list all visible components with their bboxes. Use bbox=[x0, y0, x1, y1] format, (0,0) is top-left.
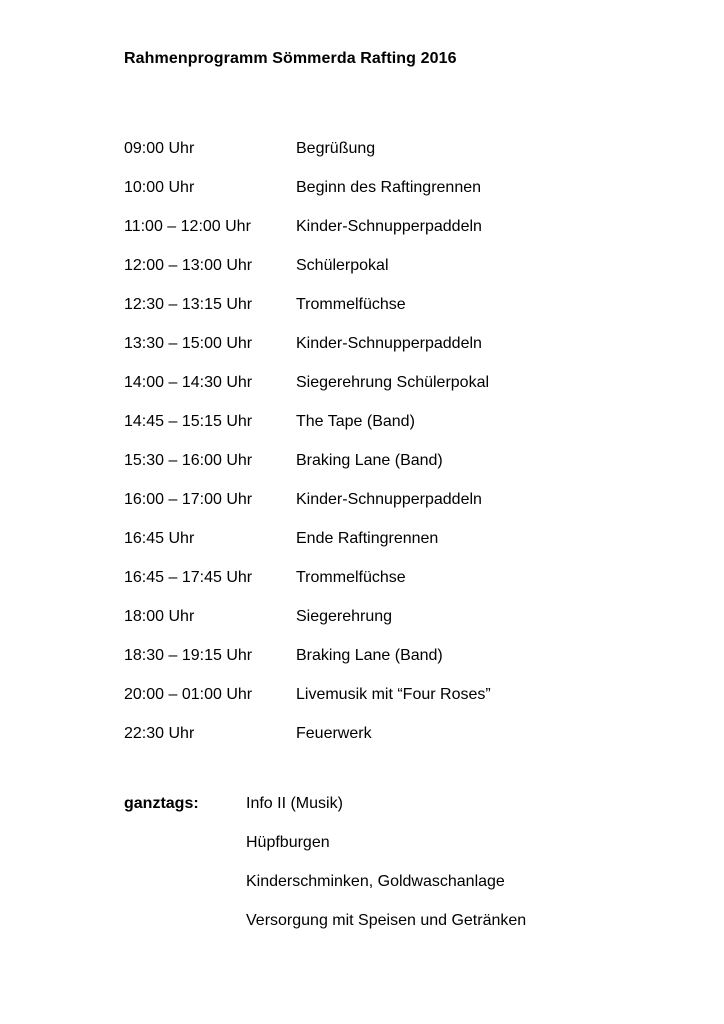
schedule-time: 15:30 – 16:00 Uhr bbox=[124, 451, 253, 469]
schedule-row bbox=[124, 285, 684, 324]
schedule-event: Siegerehrung bbox=[296, 607, 393, 625]
schedule-row bbox=[124, 558, 684, 597]
schedule-event: Ende Raftingrennen bbox=[296, 529, 439, 547]
schedule-row bbox=[124, 675, 684, 714]
schedule-event: Siegerehrung Schülerpokal bbox=[296, 373, 490, 391]
schedule-row bbox=[124, 519, 684, 558]
schedule-row bbox=[124, 480, 684, 519]
schedule-event: Livemusik mit “Four Roses” bbox=[296, 685, 491, 703]
schedule-time: 14:45 – 15:15 Uhr bbox=[124, 412, 253, 430]
schedule-list bbox=[124, 129, 684, 753]
schedule-time: 18:00 Uhr bbox=[124, 607, 195, 625]
schedule-time: 12:30 – 13:15 Uhr bbox=[124, 295, 253, 313]
schedule-event: Kinder-Schnupperpaddeln bbox=[296, 217, 482, 235]
allday-item: Hüpfburgen bbox=[246, 834, 330, 851]
schedule-row bbox=[124, 207, 684, 246]
schedule-time: 20:00 – 01:00 Uhr bbox=[124, 685, 253, 703]
schedule-time: 11:00 – 12:00 Uhr bbox=[124, 217, 251, 235]
schedule-event: Trommelfüchse bbox=[296, 568, 406, 586]
schedule-time: 18:30 – 19:15 Uhr bbox=[124, 646, 253, 664]
schedule-time: 12:00 – 13:00 Uhr bbox=[124, 256, 253, 274]
allday-label: ganztags: bbox=[124, 795, 199, 812]
allday-list bbox=[246, 784, 686, 940]
schedule-row bbox=[124, 129, 684, 168]
schedule-event: The Tape (Band) bbox=[296, 412, 415, 430]
schedule-event: Beginn des Raftingrennen bbox=[296, 178, 482, 196]
schedule-row bbox=[124, 324, 684, 363]
schedule-event: Kinder-Schnupperpaddeln bbox=[296, 490, 482, 508]
schedule-time: 22:30 Uhr bbox=[124, 724, 195, 742]
allday-item: Kinderschminken, Goldwaschanlage bbox=[246, 873, 505, 890]
schedule-time: 16:00 – 17:00 Uhr bbox=[124, 490, 253, 508]
schedule-row bbox=[124, 441, 684, 480]
schedule-row bbox=[124, 597, 684, 636]
schedule-event: Feuerwerk bbox=[296, 724, 372, 742]
schedule-row bbox=[124, 636, 684, 675]
schedule-time: 09:00 Uhr bbox=[124, 139, 195, 157]
allday-item: Versorgung mit Speisen und Getränken bbox=[246, 912, 527, 929]
schedule-time: 16:45 Uhr bbox=[124, 529, 195, 547]
schedule-time: 10:00 Uhr bbox=[124, 178, 195, 196]
schedule-event: Braking Lane (Band) bbox=[296, 451, 443, 469]
schedule-event: Kinder-Schnupperpaddeln bbox=[296, 334, 482, 352]
schedule-row bbox=[124, 168, 684, 207]
schedule-time: 14:00 – 14:30 Uhr bbox=[124, 373, 253, 391]
schedule-event: Begrüßung bbox=[296, 139, 376, 157]
schedule-row bbox=[124, 363, 684, 402]
document-title: Rahmenprogramm Sömmerda Rafting 2016 bbox=[124, 50, 457, 67]
schedule-event: Trommelfüchse bbox=[296, 295, 406, 313]
allday-item: Info II (Musik) bbox=[246, 795, 343, 812]
schedule-row bbox=[124, 714, 684, 753]
schedule-event: Schülerpokal bbox=[296, 256, 389, 274]
schedule-time: 13:30 – 15:00 Uhr bbox=[124, 334, 253, 352]
schedule-event: Braking Lane (Band) bbox=[296, 646, 443, 664]
schedule-row bbox=[124, 246, 684, 285]
schedule-row bbox=[124, 402, 684, 441]
schedule-time: 16:45 – 17:45 Uhr bbox=[124, 568, 253, 586]
